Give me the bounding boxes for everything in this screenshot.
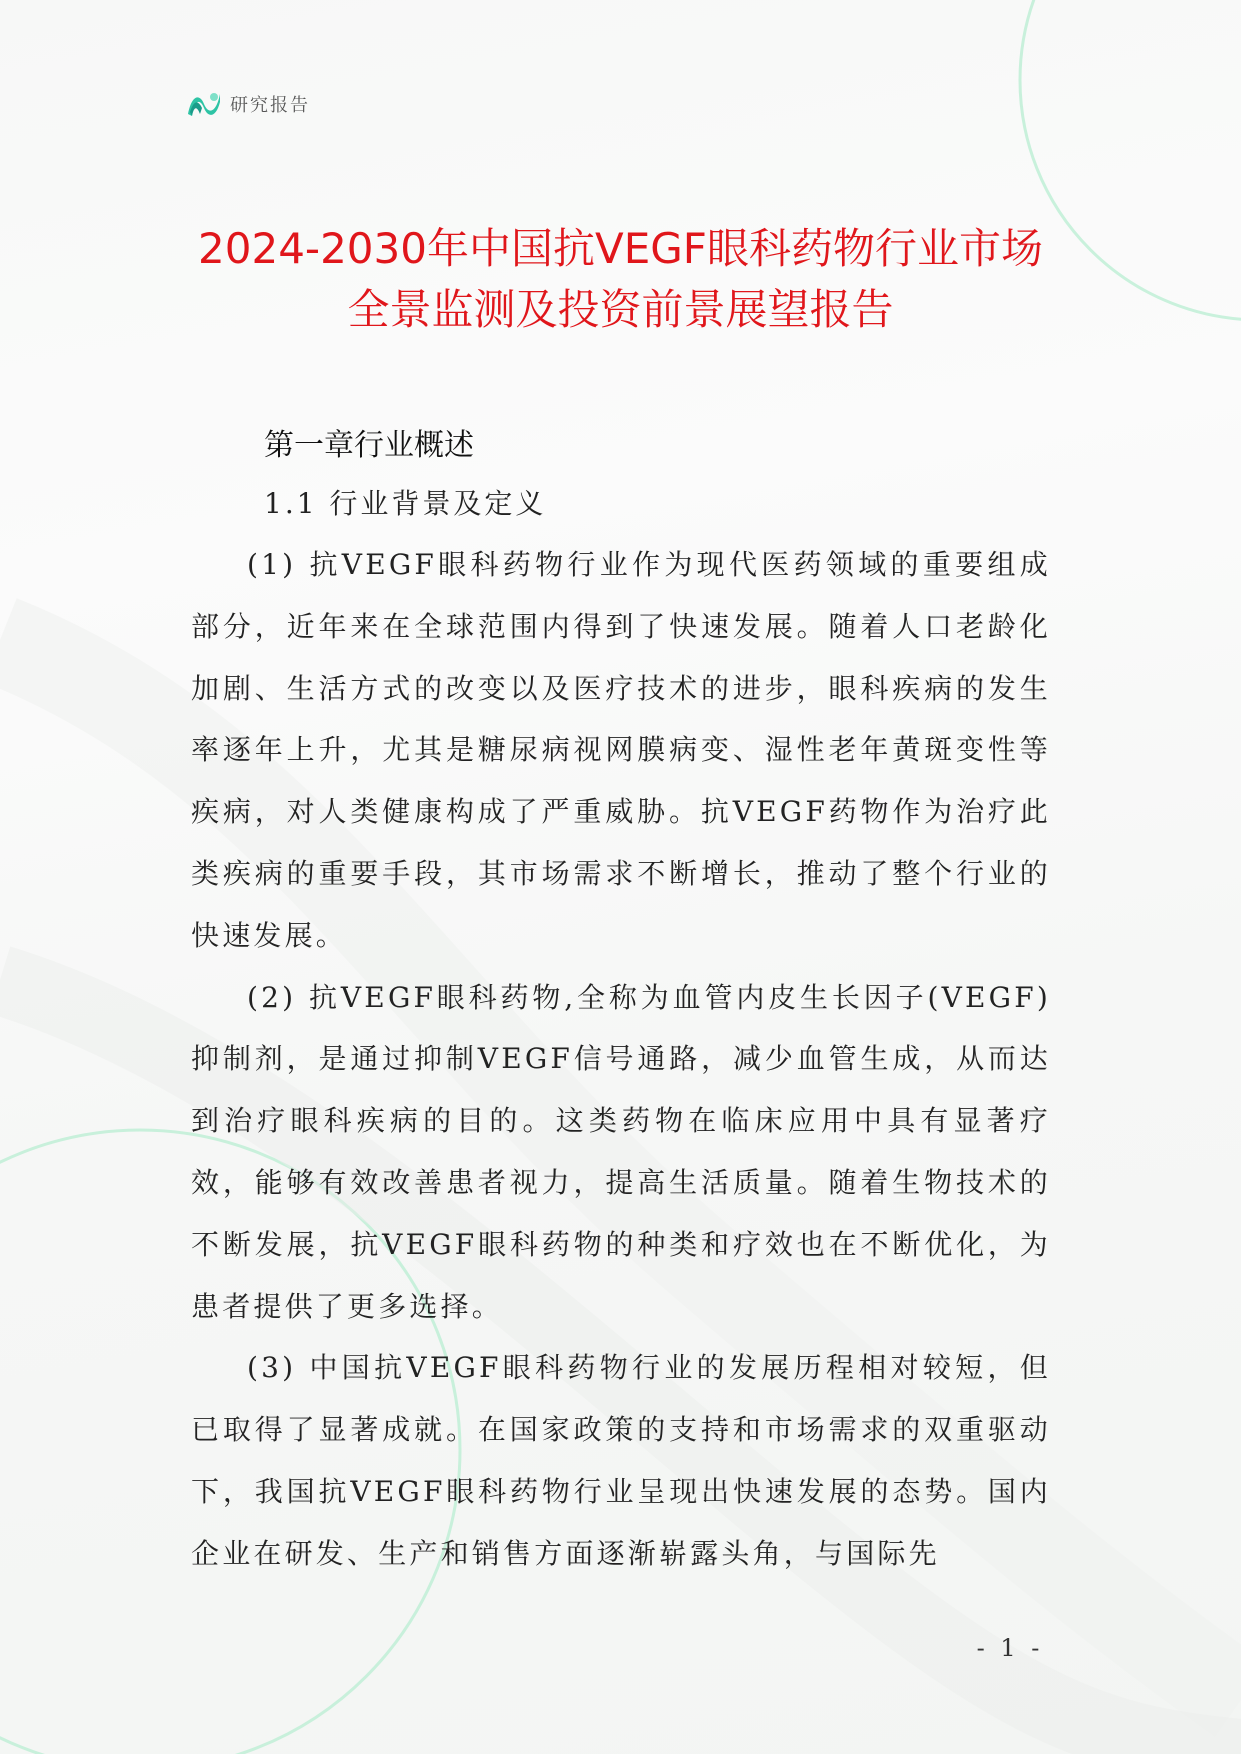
paragraph-1: (1) 抗VEGF眼科药物行业作为现代医药领域的重要组成部分，近年来在全球范围内得到了快速发展。随着人口老龄化加剧、生活方式的改变以及医疗技术的进步，眼科疾病的发生率逐年上升，尤其是糖尿病视网膜病变、湿性老年黄斑变性等疾病，对人类健康构成了严重威胁。抗VEGF药物作为治疗此类疾病的重要手段，其市场需求不断增长，推动了整个行业的快速发展。 bbox=[191, 548, 1051, 952]
chapter-heading: 第一章行业概述 bbox=[264, 428, 474, 463]
page-number: - 1 - bbox=[976, 1634, 1044, 1662]
report-title-line-2: 全景监测及投资前景展望报告 bbox=[347, 285, 894, 334]
header-label: 研究报告 bbox=[230, 95, 310, 116]
report-title-line-1: 2024-2030年中国抗VEGF眼科药物行业市场 bbox=[198, 224, 1043, 273]
header-brand bbox=[186, 88, 310, 120]
brand-logo-icon bbox=[186, 88, 222, 120]
paragraph-2: (2) 抗VEGF眼科药物,全称为血管内皮生长因子(VEGF)抑制剂，是通过抑制VEGF信号通路，减少血管生成，从而达到治疗眼科疾病的目的。这类药物在临床应用中具有显著疗效，能够有效改善患者视力，提高生活质量。随着生物技术的不断发展，抗VEGF眼科药物的种类和疗效也在不断优化，为患者提供了更多选择。 bbox=[191, 980, 1051, 1323]
paragraph-3: (3) 中国抗VEGF眼科药物行业的发展历程相对较短，但已取得了显著成就。在国家政策的支持和市场需求的双重驱动下，我国抗VEGF眼科药物行业呈现出快速发展的态势。国内企业在研发、生产和销售方面逐渐崭露头角，与国际先 bbox=[191, 1351, 1051, 1570]
report-title bbox=[150, 218, 1091, 340]
body-text bbox=[191, 534, 1051, 1585]
section-heading: 1.1 行业背景及定义 bbox=[264, 487, 547, 520]
